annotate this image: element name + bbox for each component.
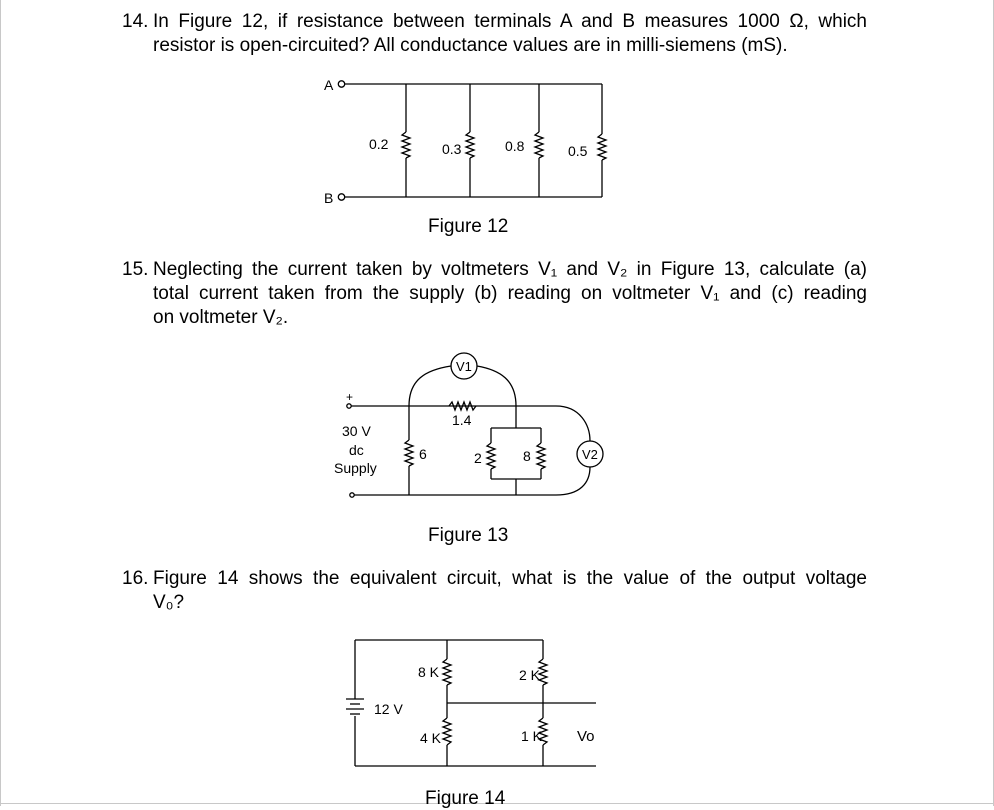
conductance-label: 0.2 <box>369 136 389 152</box>
resistor-label: 6 <box>419 446 427 462</box>
question-text-line: Figure 14 shows the equivalent circuit, what is the value of the output voltage <box>153 568 867 589</box>
supply-voltage-label: 30 V <box>342 423 371 439</box>
conductance-label: 0.5 <box>568 143 588 159</box>
question-text-line: on voltmeter V₂. <box>153 307 289 328</box>
supply-type-label: dc <box>349 442 364 458</box>
question-text-line: resistor is open-circuited? All conductance values are in milli-siemens (mS). <box>153 35 788 56</box>
figure-14-caption: Figure 14 <box>425 788 506 809</box>
voltmeter-v2-label: V2 <box>582 447 598 462</box>
supply-label: Supply <box>334 460 377 476</box>
resistor-label: 8 <box>523 448 531 464</box>
question-number: 15. <box>122 259 149 280</box>
resistor-label: 1.4 <box>452 412 472 428</box>
voltmeter-v1-label: V1 <box>456 359 472 374</box>
resistor-label: 1 K <box>521 728 543 744</box>
question-number: 14. <box>122 11 149 32</box>
resistor-label: 2 <box>474 450 482 466</box>
terminal-a-label: A <box>324 77 334 93</box>
question-text-line: V₀? <box>153 592 185 613</box>
conductance-label: 0.3 <box>442 141 462 157</box>
terminal-b-label: B <box>324 190 334 206</box>
figure-12-caption: Figure 12 <box>428 216 509 237</box>
polarity-plus: + <box>346 390 354 404</box>
resistor-label: 2 K <box>519 667 541 683</box>
figure-13-caption: Figure 13 <box>428 525 509 546</box>
question-text-line: In Figure 12, if resistance between terminals A and B measures 1000 Ω, which <box>153 11 867 32</box>
battery-label: 12 V <box>374 701 403 717</box>
output-voltage-label: Vo <box>577 728 595 745</box>
resistor-label: 4 K <box>420 730 442 746</box>
conductance-label: 0.8 <box>505 138 525 154</box>
resistor-label: 8 K <box>418 664 440 680</box>
question-text-line: Neglecting the current taken by voltmeters V₁ and V₂ in Figure 13, calculate (a) <box>153 259 867 280</box>
question-text-line: total current taken from the supply (b) reading on voltmeter V₁ and (c) reading <box>153 283 867 304</box>
question-number: 16. <box>122 568 149 589</box>
